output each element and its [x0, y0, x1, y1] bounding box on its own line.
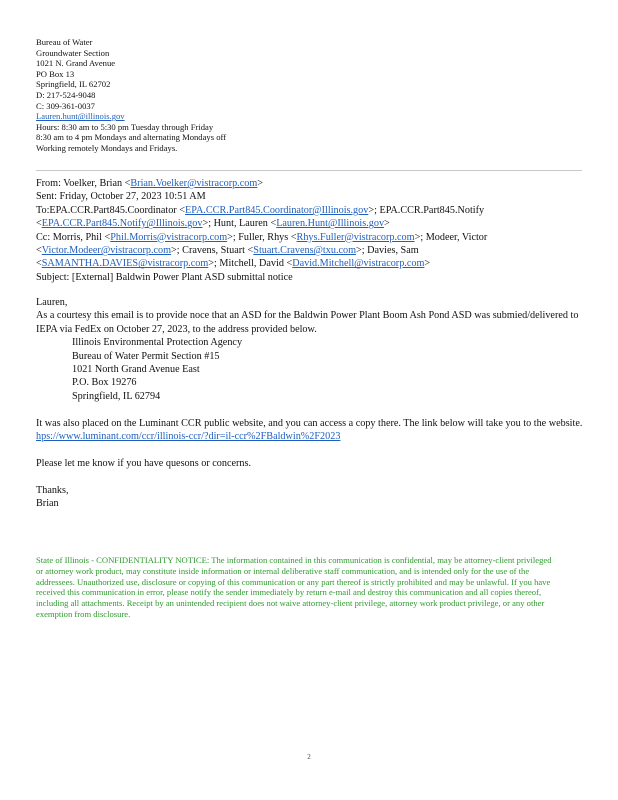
subject-line: Subject: [External] Baldwin Power Plant ASD submittal notice — [36, 271, 293, 283]
to-email-link[interactable]: EPA.CCR.Part845.Coordinator@Illinois.gov — [185, 204, 369, 216]
signature-block — [36, 37, 226, 154]
hours-line: 8:30 am to 4 pm Mondays and alternating Mondays off — [36, 132, 227, 143]
to-email-link[interactable]: EPA.CCR.Part845.Notify@Illinois.gov — [41, 218, 203, 230]
signature-line: Groundwater Section — [36, 47, 110, 58]
mailing-address — [36, 336, 598, 403]
signature-line: D: 217-524-9048 — [36, 89, 96, 100]
confidentiality-notice: State of Illinois - CONFIDENTIALITY NOTICE: The information contained in this communication is confidential, may be attorney-client privileged or attorney work product, may constitute inside information or internal deliberative staff communication, and is intended only for the use of the addressees. Unauthorized use, disclosure or copying of this communication or any part thereof is strictly prohibited and may be unlawful. If you have received this communication in error, please notify the sender immediately by return e-mail and destroy this communication and all copies thereof, including all attachments. Receipt by an unintended recipient does not waive attorney-client privilege, attorney work product privilege, or any other exemption from disclosure. — [36, 555, 552, 619]
hours-line: Working remotely Mondays and Fridays. — [36, 142, 178, 153]
from-line: From: Voelker, Brian <Brian.Voelker@vistracorp.com> — [36, 178, 264, 189]
address-line: 1021 North Grand Avenue East — [72, 364, 200, 376]
greeting: Lauren, — [36, 297, 68, 308]
signature-line: 1021 N. Grand Avenue — [36, 58, 116, 69]
address-line: Illinois Environmental Protection Agency — [72, 337, 243, 349]
cc-email-link[interactable]: Rhys.Fuller@vistracorp.com — [296, 231, 415, 243]
signature-line: Bureau of Water — [36, 37, 93, 47]
cc-email-link[interactable]: SAMANTHA.DAVIES@vistracorp.com — [41, 258, 209, 270]
divider — [36, 170, 582, 171]
paragraph: Please let me know if you have quesons or concerns. — [36, 457, 252, 469]
cc-line-cont: <Victor.Modeer@vistracorp.com>; Cravens, Stuart <Stuart.Cravens@txu.com>; Davies, Sam — [36, 245, 419, 257]
address-line: P.O. Box 19276 — [72, 377, 137, 389]
cc-email-link[interactable]: David.Mitchell@vistracorp.com — [292, 258, 425, 270]
cc-line: Cc: Morris, Phil <Phil.Morris@vistracorp.com>; Fuller, Rhys <Rhys.Fuller@vistracorp.com>; Modeer, Victor — [36, 231, 488, 243]
page-number: 2 — [307, 753, 311, 761]
from-email-link[interactable]: Brian.Voelker@vistracorp.com — [130, 178, 258, 189]
cc-line-cont: <SAMANTHA.DAVIES@vistracorp.com>; Mitchell, David <David.Mitchell@vistracorp.com> — [36, 258, 431, 270]
cc-email-link[interactable]: Stuart.Cravens@txu.com — [253, 245, 357, 257]
address-line: Bureau of Water Permit Section #15 — [72, 350, 220, 362]
to-line-cont: <EPA.CCR.Part845.Notify@Illinois.gov>; Hunt, Lauren <Lauren.Hunt@Illinois.gov> — [36, 218, 390, 230]
paragraph: As a courtesy this email is to provide noce that an ASD for the Baldwin Power Plant Boom Ash Pond ASD was submied/delivered to IEPA via FedEx on October 27, 2023, to the address provided below. — [36, 310, 579, 335]
signature-email-link[interactable]: Lauren.hunt@illinois.gov — [36, 111, 125, 122]
signature-line: C: 309-361-0037 — [36, 100, 95, 111]
email-body — [36, 296, 598, 510]
sent-line: Sent: Friday, October 27, 2023 10:51 AM — [36, 191, 206, 203]
paragraph: It was also placed on the Luminant CCR public website, and you can access a copy there. The link below will take you to the website. — [36, 417, 583, 429]
closing: Thanks, — [36, 484, 69, 496]
to-line: To:EPA.CCR.Part845.Coordinator <EPA.CCR.Part845.Coordinator@Illinois.gov>; EPA.CCR.Part845.Notify — [36, 204, 485, 216]
cc-email-link[interactable]: Victor.Modeer@vistracorp.com — [41, 245, 172, 257]
address-line: Springfield, IL 62794 — [72, 390, 161, 402]
to-email-link[interactable]: Lauren.Hunt@Illinois.gov — [276, 218, 385, 230]
website-link[interactable]: hps://www.luminant.com/ccr/illinois-ccr/?dir=il-ccr%2FBaldwin%2F2023 — [36, 431, 341, 443]
email-header — [36, 177, 596, 284]
hours-line: Hours: 8:30 am to 5:30 pm Tuesday through Friday — [36, 121, 214, 132]
sender-name: Brian — [36, 498, 59, 510]
signature-line: Springfield, IL 62702 — [36, 79, 111, 90]
signature-line: PO Box 13 — [36, 68, 75, 79]
cc-email-link[interactable]: Phil.Morris@vistracorp.com — [110, 231, 228, 243]
